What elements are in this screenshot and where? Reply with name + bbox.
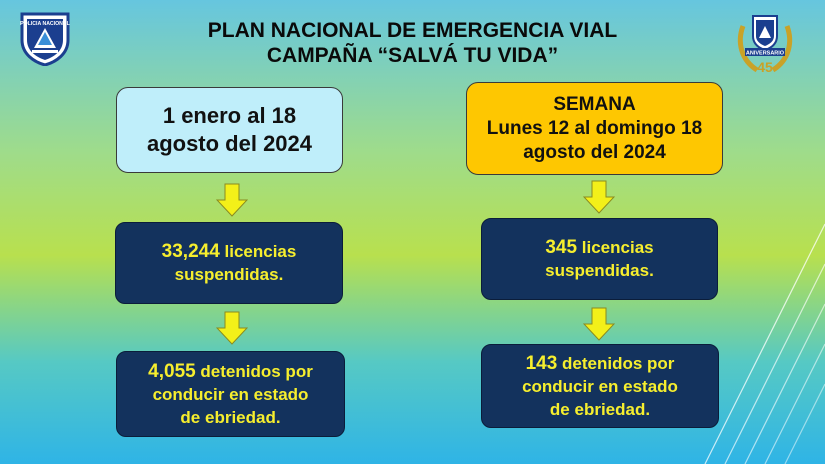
title-line-1: PLAN NACIONAL DE EMERGENCIA VIAL [207, 19, 618, 42]
left-detained-box [116, 351, 345, 437]
right-detained-label: detenidos por [557, 353, 675, 373]
left-period-box [116, 87, 343, 173]
logo-right-number: 45 [757, 59, 773, 75]
left-detained-number: 4,055 [148, 360, 196, 382]
right-licenses-box [481, 218, 718, 300]
right-detained-line-2: conducir en estado [522, 376, 678, 396]
logo-left-text: POLICIA NACIONAL [20, 21, 70, 27]
page-title [0, 18, 825, 68]
right-licenses-line-2: suspendidas. [545, 261, 654, 280]
right-period-line-3: agosto del 2024 [523, 141, 666, 163]
right-detained-box [481, 344, 719, 428]
left-licenses-number: 33,244 [161, 241, 220, 262]
right-licenses-label: licencias [577, 238, 654, 257]
right-period-box [466, 82, 723, 175]
right-period-line-2: Lunes 12 al domingo 18 [486, 117, 703, 139]
down-arrow-icon [583, 180, 615, 214]
left-detained-line-2: conducir en estado [152, 384, 309, 404]
left-period-line-1: 1 enero al 18 [162, 103, 297, 128]
left-period-line-2: agosto del 2024 [146, 131, 313, 156]
right-licenses-number: 345 [545, 237, 578, 258]
title-line-2: CAMPAÑA “SALVÁ TU VIDA” [266, 44, 559, 67]
left-licenses-line-2: suspendidas. [174, 265, 284, 284]
left-licenses-box [115, 222, 343, 304]
left-detained-line-3: de ebriedad. [180, 407, 281, 427]
down-arrow-icon [583, 307, 615, 341]
logo-right-text: ANIVERSARIO [745, 50, 785, 57]
down-arrow-icon [216, 183, 248, 217]
left-licenses-label: licencias [219, 242, 297, 261]
right-period-line-1: SEMANA [553, 93, 636, 115]
left-detained-label: detenidos por [195, 361, 313, 381]
right-detained-line-3: de ebriedad. [549, 399, 651, 419]
decorative-lines [695, 204, 825, 464]
down-arrow-icon [216, 311, 248, 345]
right-detained-number: 143 [525, 352, 558, 374]
